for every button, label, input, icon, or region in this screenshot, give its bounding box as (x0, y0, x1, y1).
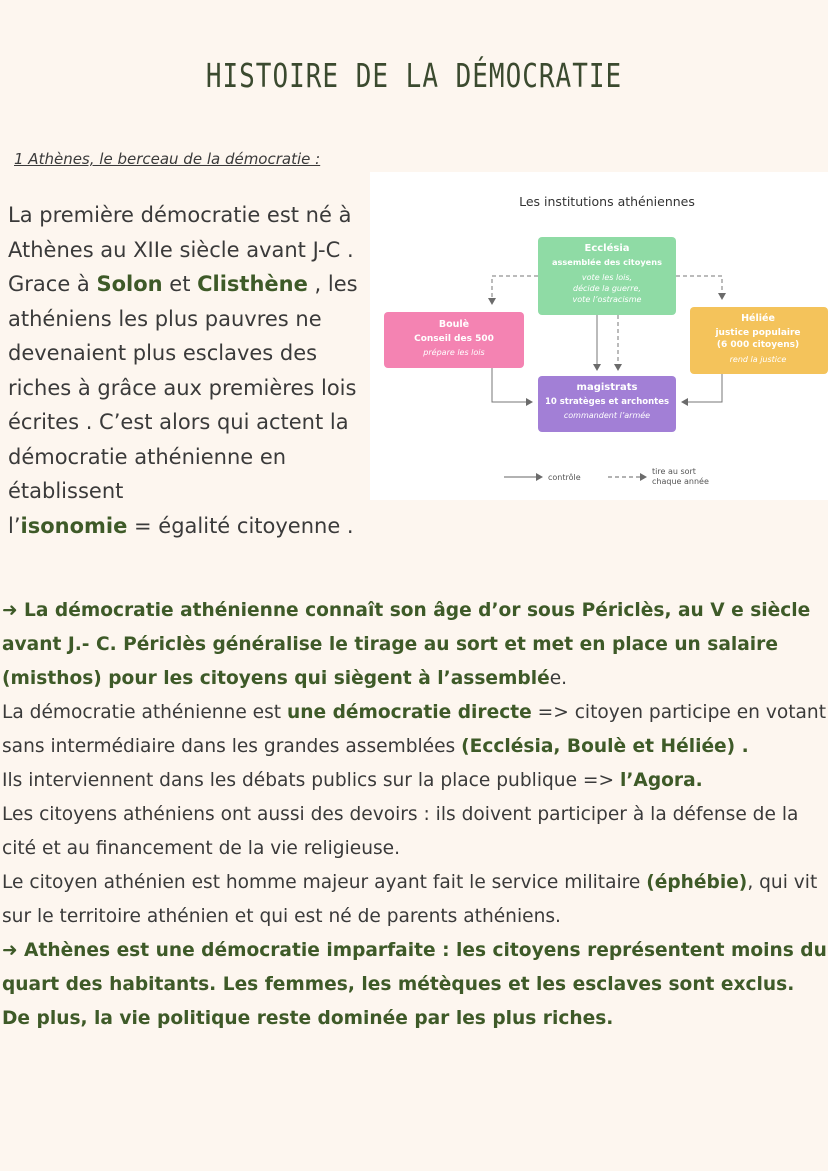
pericles-tail: e. (549, 668, 568, 689)
pericles-bold-end: é (537, 668, 550, 689)
magistrats-role: commandent l’armée (563, 411, 651, 420)
direct-a: La démocratie athénienne est (2, 702, 288, 723)
citoyen-c: , qui vit sur le territoire athénien et qui est né de parents athéniens. (2, 872, 818, 927)
heliee-sub1: justice populaire (715, 328, 801, 338)
paragraph-devoirs: Les citoyens athéniens ont aussi des devoirs : ils doivent participer à la défense de la cité et au financement de la vie religieuse. (2, 804, 799, 859)
intro-et: et (162, 272, 198, 296)
citoyen-a: Le citoyen athénien est homme majeur ayant fait le service militaire (2, 872, 647, 893)
heliee-role: rend la justice (729, 355, 787, 364)
section-heading: 1 Athènes, le berceau de la démocratie : (14, 150, 321, 168)
paragraph-citoyen (2, 866, 828, 934)
paragraph-imparfaite: ➜ Athènes est une démocratie imparfaite : les citoyens représentent moins du quart des habitants. Les femmes, les métèques et les esclaves sont exclus. De plus, la vie politique reste dominée par les plus riches. (2, 940, 827, 1029)
paragraph-agora (2, 764, 828, 798)
direct-e: . (735, 736, 749, 757)
boule-sub: Conseil des 500 (414, 334, 494, 344)
agora-a: Ils interviennent dans les débats publics sur la place publique => (2, 770, 620, 791)
legend-draw-2: chaque année (652, 477, 709, 486)
clisthene-name: Clisthène (197, 272, 308, 296)
direct-d: (Ecclésia, Boulè et Héliée) (461, 736, 736, 757)
intro-rest: , les athéniens les plus pauvres ne devenaient plus esclaves des riches à grâce aux premières lois écrites . C’est alors qui actent la démocratie athénienne en établissent (8, 272, 358, 503)
solon-name: Solon (96, 272, 163, 296)
ecclesia-role-2: décide la guerre, (573, 284, 641, 293)
boule-name: Boulè (438, 319, 470, 330)
legend-control: contrôle (548, 473, 581, 482)
intro-grace: Grace à (8, 272, 97, 296)
ecclesia-role-3: vote l’ostracisme (572, 295, 642, 304)
pericles-text: ➜ La démocratie athénienne connaît son âge d’or sous Périclès, au V e siècle avant J.- C. Périclès généralise le tirage au sort et met en place un salaire (misthos) pour les citoyens qui siègent à l’assembl (2, 600, 811, 689)
isonomie-term: isonomie (20, 513, 128, 538)
intro-line1: La première démocratie est né à Athènes au XIIe siècle avant J-C . (8, 203, 354, 262)
isonomie-definition: = égalité citoyenne . (127, 513, 354, 538)
paragraph-direct (2, 696, 828, 764)
institutions-diagram (370, 172, 828, 500)
diagram-title: Les institutions athéniennes (519, 194, 695, 209)
ecclesia-role-1: vote les lois, (581, 273, 633, 282)
magistrats-sub: 10 stratèges et archontes (544, 397, 670, 407)
page-title: HISTOIRE DE LA DÉMOCRATIE (205, 58, 623, 96)
intro-l: l’ (8, 513, 21, 538)
legend-draw-1: tire au sort (652, 467, 696, 476)
intro-paragraph (8, 198, 376, 543)
ecclesia-name: Ecclésia (584, 243, 630, 254)
agora-b: l’Agora. (620, 770, 703, 791)
heliee-name: Héliée (741, 313, 775, 324)
direct-c: => citoyen participe en votant sans intermédiaire dans les grandes assemblées (2, 702, 827, 757)
citoyen-b: (éphébie) (646, 872, 748, 893)
ecclesia-sub: assemblée des citoyens (552, 257, 662, 267)
magistrats-name: magistrats (576, 382, 638, 393)
body-text (2, 594, 828, 1036)
boule-role: prépare les lois (423, 348, 485, 357)
paragraph-pericles (2, 594, 828, 696)
direct-b: une démocratie directe (287, 702, 532, 723)
heliee-sub2: (6 000 citoyens) (716, 340, 800, 350)
